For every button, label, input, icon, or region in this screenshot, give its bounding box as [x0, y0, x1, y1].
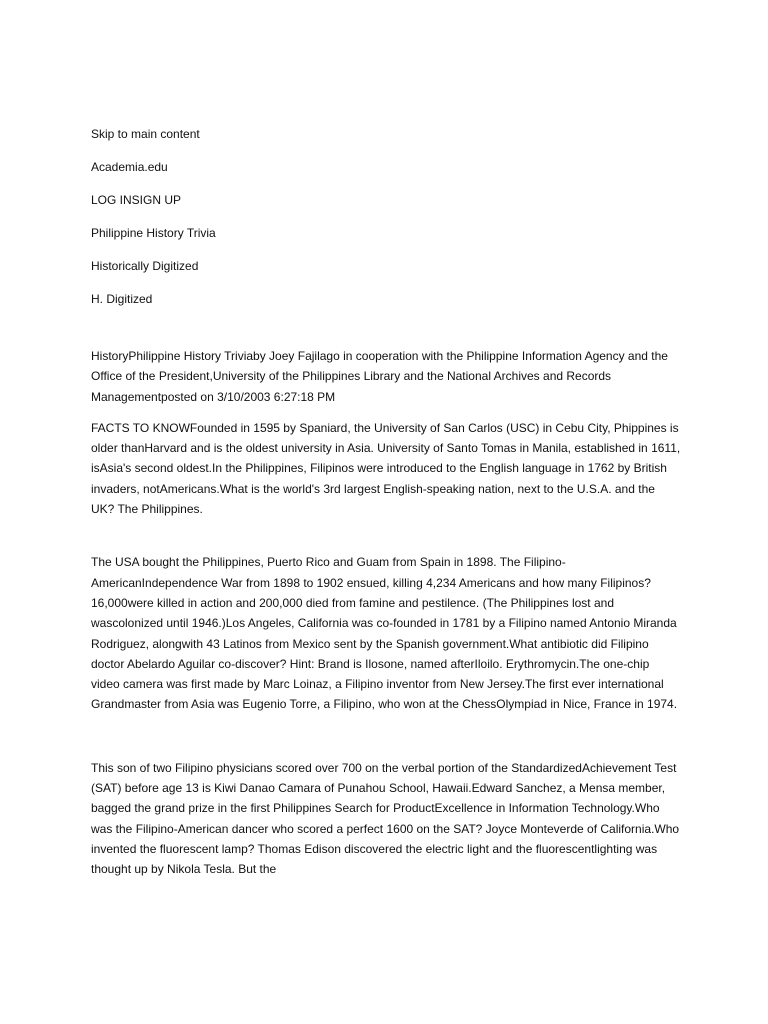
intro-paragraph: HistoryPhilippine History Triviaby Joey Fajilago in cooperation with the Philippine Information Agency and the Office of the President,University of the Philippines Library and the National Archives and Records Managementposted on 3/10/2003 6:27:18 PM — [91, 349, 668, 404]
facts-paragraph: FACTS TO KNOWFounded in 1595 by Spaniard, the University of San Carlos (USC) in Cebu City, Phippines is older thanHarvard and is the oldest university in Asia. University of Santo Tomas in Manila, established in 1611, isAsia's second oldest.In the Philippines, Filipinos were introduced to the English language in 1762 by British invaders, notAmericans.What is the world's 3rd largest English-speaking nation, next to the U.S.A. and the UK? The Philippines. — [91, 420, 681, 517]
document-title: Philippine History Trivia — [91, 226, 216, 240]
achievements-paragraph: This son of two Filipino physicians scored over 700 on the verbal portion of the StandardizedAchievement Test (SAT) before age 13 is Kiwi Danao Camara of Punahou School, Hawaii.Edward Sanchez, a Mensa member, bagged the grand prize in the first Philippines Search for ProductExcellence in Information Technology.Who was the Filipino-American dancer who scored a perfect 1600 on the SAT? Joyce Monteverde of California.Who invented the fluorescent lamp? Thomas Edison discovered the electric light and the fluorescentlighting was thought up by Nikola Tesla. But the — [91, 760, 680, 877]
login-signup-links[interactable]: LOG INSIGN UP — [91, 193, 182, 207]
site-name-link[interactable]: Academia.edu — [91, 160, 168, 174]
document-page — [91, 124, 681, 880]
author-short-name: H. Digitized — [91, 292, 153, 306]
author-name-link[interactable]: Historically Digitized — [91, 259, 199, 273]
history-paragraph: The USA bought the Philippines, Puerto Rico and Guam from Spain in 1898. The Filipino-AmericanIndependence War from 1898 to 1902 ensued, killing 4,234 Americans and how many Filipinos? 16,000were killed in action and 200,000 died from famine and pestilence. (The Philippines lost and wascolonized until 1946.)Los Angeles, California was co-founded in 1781 by a Filipino named Antonio Miranda Rodriguez, alongwith 43 Latinos from Mexico sent by the Spanish government.What antibiotic did Filipino doctor Abelardo Aguilar co-discover? Hint: Brand is Ilosone, named afterIloilo. Erythromycin.The one-chip video camera was first made by Marc Loinaz, a Filipino inventor from New Jersey.The first ever international Grandmaster from Asia was Eugenio Torre, a Filipino, who won at the ChessOlympiad in Nice, France in 1974. — [91, 555, 678, 712]
skip-to-content-link[interactable]: Skip to main content — [91, 127, 200, 141]
